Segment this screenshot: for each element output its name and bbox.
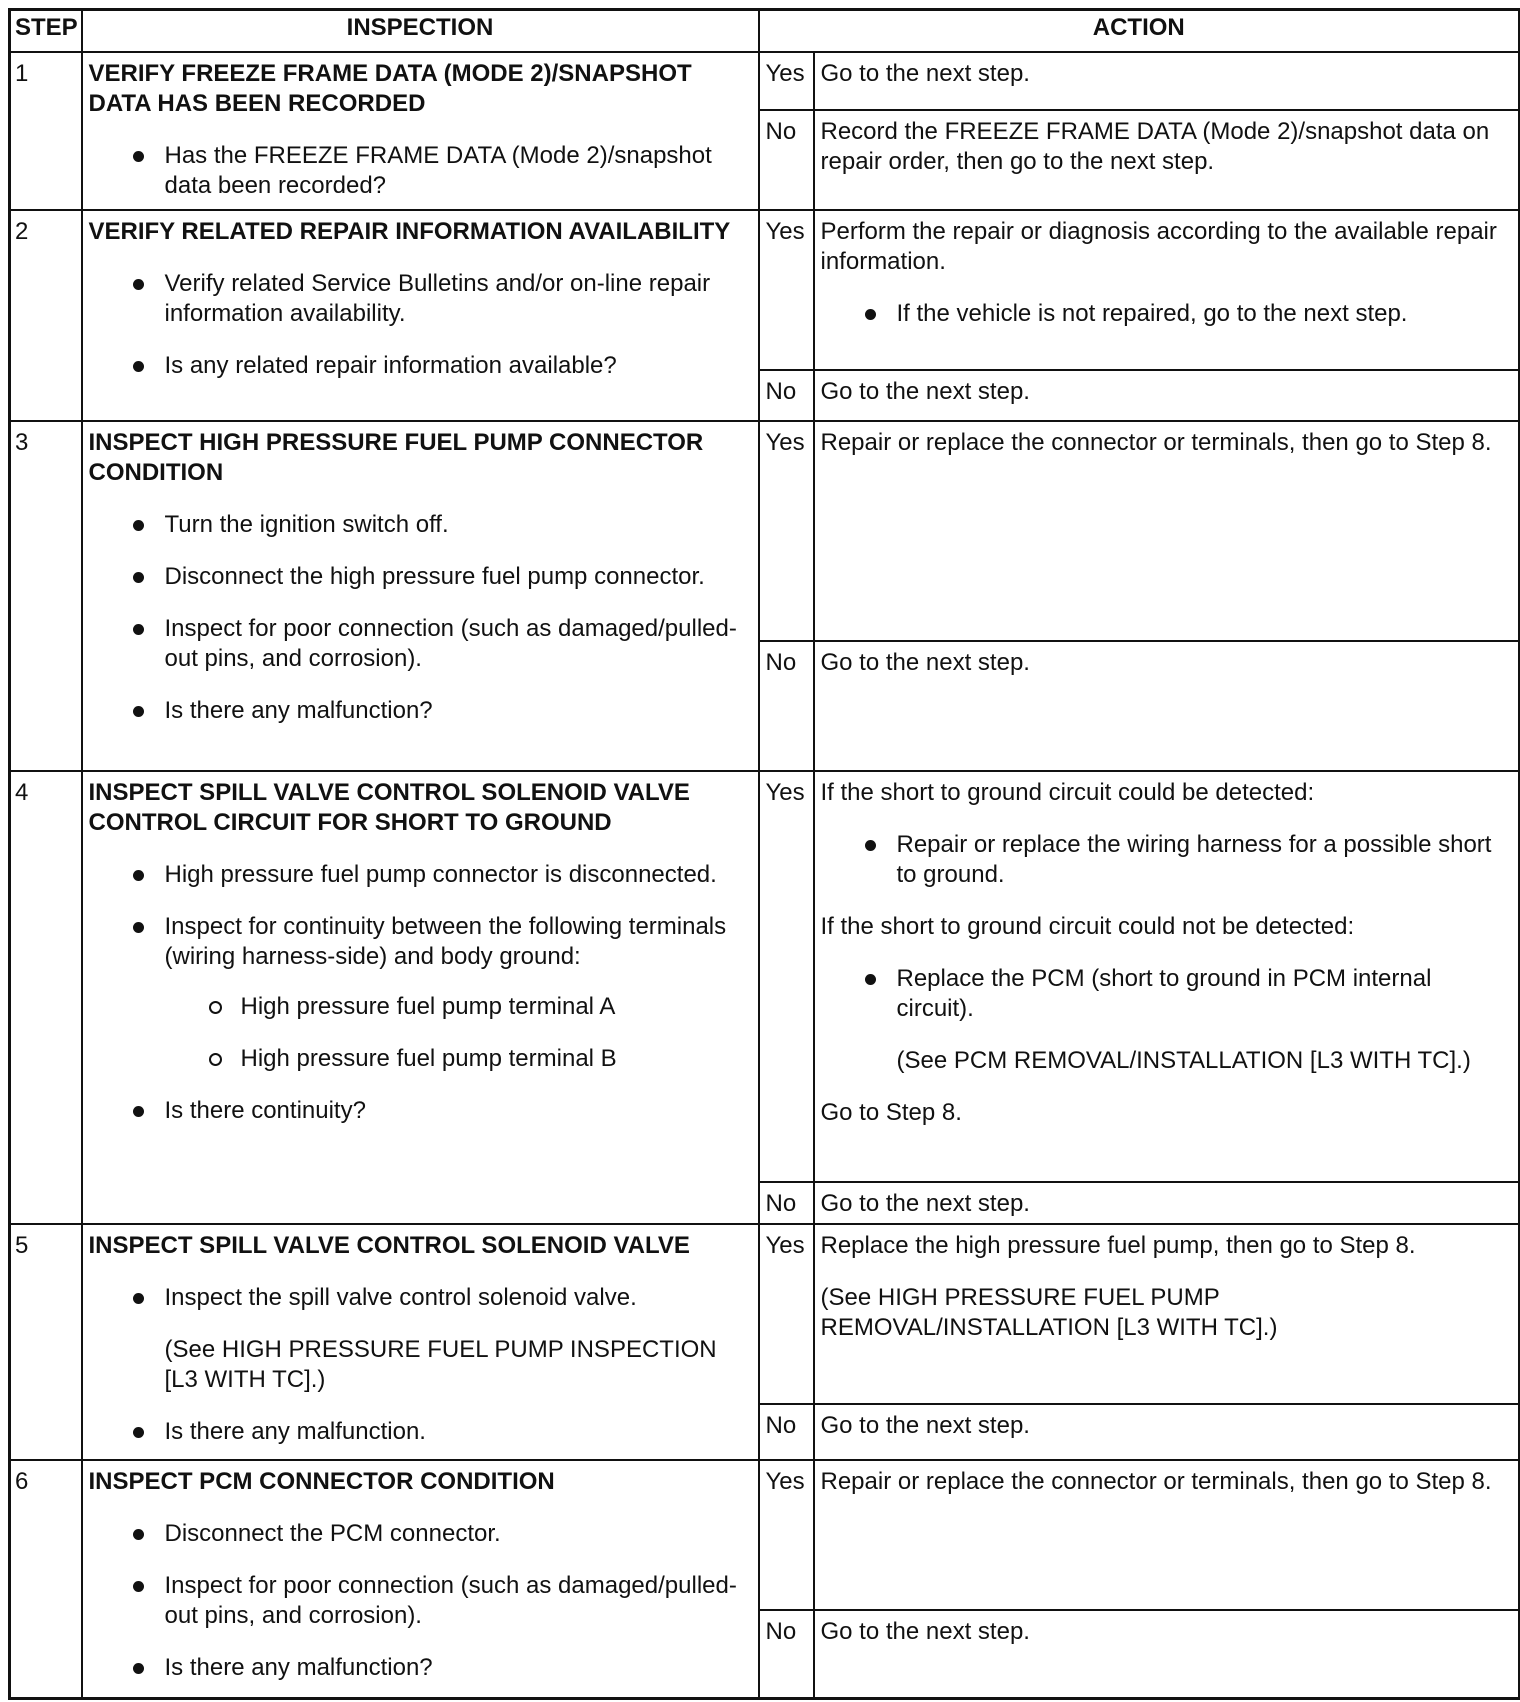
step-title: VERIFY FREEZE FRAME DATA (MODE 2)/SNAPSHOT DATA HAS BEEN RECORDED xyxy=(88,60,692,117)
no-action: Go to the next step. xyxy=(814,1182,1520,1224)
inspection-bullet: Is there any malfunction? xyxy=(89,1653,752,1683)
terminal-sub-bullet: High pressure fuel pump terminal A xyxy=(165,992,752,1022)
action-bullet-text: Replace the PCM (short to ground in PCM internal circuit). xyxy=(896,965,1432,1023)
inspection-bullet: Turn the ignition switch off. xyxy=(89,510,752,540)
step-number: 2 xyxy=(10,210,82,420)
inspection-cell xyxy=(82,421,759,772)
yes-label: Yes xyxy=(759,771,814,1182)
table-row xyxy=(10,52,1520,110)
step-title: INSPECT SPILL VALVE CONTROL SOLENOID VALVE CONTROL CIRCUIT FOR SHORT TO GROUND xyxy=(88,779,690,837)
inspection-bullet-text: Inspect the spill valve control solenoid valve. xyxy=(164,1283,637,1311)
goto-step: Go to Step 8. xyxy=(820,1099,962,1127)
inspection-bullet: Disconnect the high pressure fuel pump connector. xyxy=(89,562,752,592)
header-action: ACTION xyxy=(759,10,1520,53)
no-label: No xyxy=(759,1610,814,1698)
reference-note: (See HIGH PRESSURE FUEL PUMP INSPECTION [L3 WITH TC].) xyxy=(164,1335,717,1393)
inspection-bullet: Is there any malfunction? xyxy=(89,696,752,726)
table-row xyxy=(10,210,1520,370)
yes-label: Yes xyxy=(759,210,814,370)
inspection-cell xyxy=(82,52,759,210)
table-row xyxy=(10,1460,1520,1610)
table-row xyxy=(10,771,1520,1182)
no-action: Record the FREEZE FRAME DATA (Mode 2)/snapshot data on repair order, then go to the next step. xyxy=(814,110,1520,210)
no-label: No xyxy=(759,370,814,420)
step-number: 6 xyxy=(10,1460,82,1698)
step-title: INSPECT PCM CONNECTOR CONDITION xyxy=(88,1468,555,1496)
inspection-bullet xyxy=(89,1283,752,1395)
inspection-bullet: Has the FREEZE FRAME DATA (Mode 2)/snapshot data been recorded? xyxy=(89,141,752,201)
header-inspection: INSPECTION xyxy=(82,10,759,53)
yes-action-cell xyxy=(814,771,1520,1182)
yes-action-cell xyxy=(814,1224,1520,1404)
terminal-sub-bullet: High pressure fuel pump terminal B xyxy=(165,1044,752,1074)
table-header-row xyxy=(10,10,1520,53)
no-label: No xyxy=(759,641,814,771)
inspection-bullet: Verify related Service Bulletins and/or on-line repair information availability. xyxy=(89,269,752,329)
yes-action: Replace the high pressure fuel pump, then go to Step 8. xyxy=(820,1231,1416,1259)
step-number: 5 xyxy=(10,1224,82,1460)
reference-note: (See HIGH PRESSURE FUEL PUMP REMOVAL/INSTALLATION [L3 WITH TC].) xyxy=(820,1283,1278,1341)
no-label: No xyxy=(759,110,814,210)
yes-action: Perform the repair or diagnosis according to the available repair information. xyxy=(820,218,1497,276)
yes-action-cell xyxy=(814,210,1520,370)
no-action: Go to the next step. xyxy=(814,1610,1520,1698)
step-number: 4 xyxy=(10,771,82,1224)
step-number: 3 xyxy=(10,421,82,772)
step-title: INSPECT SPILL VALVE CONTROL SOLENOID VALVE xyxy=(88,1231,690,1259)
inspection-cell xyxy=(82,1460,759,1698)
inspection-bullet: Is there any malfunction. xyxy=(89,1417,752,1447)
yes-action: Repair or replace the connector or terminals, then go to Step 8. xyxy=(814,1460,1520,1610)
table-row xyxy=(10,421,1520,641)
not-detected-condition: If the short to ground circuit could not be detected: xyxy=(820,913,1355,941)
inspection-bullet: Inspect for poor connection (such as damaged/pulled-out pins, and corrosion). xyxy=(89,1571,752,1631)
no-label: No xyxy=(759,1182,814,1224)
step-title: INSPECT HIGH PRESSURE FUEL PUMP CONNECTOR CONDITION xyxy=(88,428,704,486)
inspection-bullet: High pressure fuel pump connector is disconnected. xyxy=(89,860,752,890)
inspection-bullet: Inspect for poor connection (such as damaged/pulled-out pins, and corrosion). xyxy=(89,614,752,674)
inspection-cell xyxy=(82,771,759,1224)
action-bullet: If the vehicle is not repaired, go to the next step. xyxy=(821,299,1513,329)
yes-label: Yes xyxy=(759,1224,814,1404)
action-bullet xyxy=(821,964,1513,1076)
no-label: No xyxy=(759,1404,814,1460)
header-step: STEP xyxy=(10,10,82,53)
yes-action: Repair or replace the connector or terminals, then go to Step 8. xyxy=(814,421,1520,641)
yes-action: Go to the next step. xyxy=(814,52,1520,110)
reference-note: (See PCM REMOVAL/INSTALLATION [L3 WITH TC].) xyxy=(896,1047,1471,1075)
inspection-bullet: Is there continuity? xyxy=(89,1096,752,1126)
yes-label: Yes xyxy=(759,52,814,110)
diagnostic-procedure-table xyxy=(8,8,1520,1700)
inspection-bullet-text: Inspect for continuity between the following terminals (wiring harness-side) and body ground: xyxy=(164,913,727,971)
action-bullet: Repair or replace the wiring harness for a possible short to ground. xyxy=(821,830,1513,890)
yes-label: Yes xyxy=(759,1460,814,1610)
yes-label: Yes xyxy=(759,421,814,641)
no-action: Go to the next step. xyxy=(814,641,1520,771)
inspection-bullet: Disconnect the PCM connector. xyxy=(89,1519,752,1549)
inspection-cell xyxy=(82,210,759,420)
table-row xyxy=(10,1224,1520,1404)
step-title: VERIFY RELATED REPAIR INFORMATION AVAILABILITY xyxy=(88,218,731,246)
no-action: Go to the next step. xyxy=(814,1404,1520,1460)
detected-condition: If the short to ground circuit could be detected: xyxy=(820,779,1315,807)
inspection-cell xyxy=(82,1224,759,1460)
step-number: 1 xyxy=(10,52,82,210)
inspection-bullet: Is any related repair information available? xyxy=(89,351,752,381)
inspection-bullet xyxy=(89,912,752,1074)
no-action: Go to the next step. xyxy=(814,370,1520,420)
